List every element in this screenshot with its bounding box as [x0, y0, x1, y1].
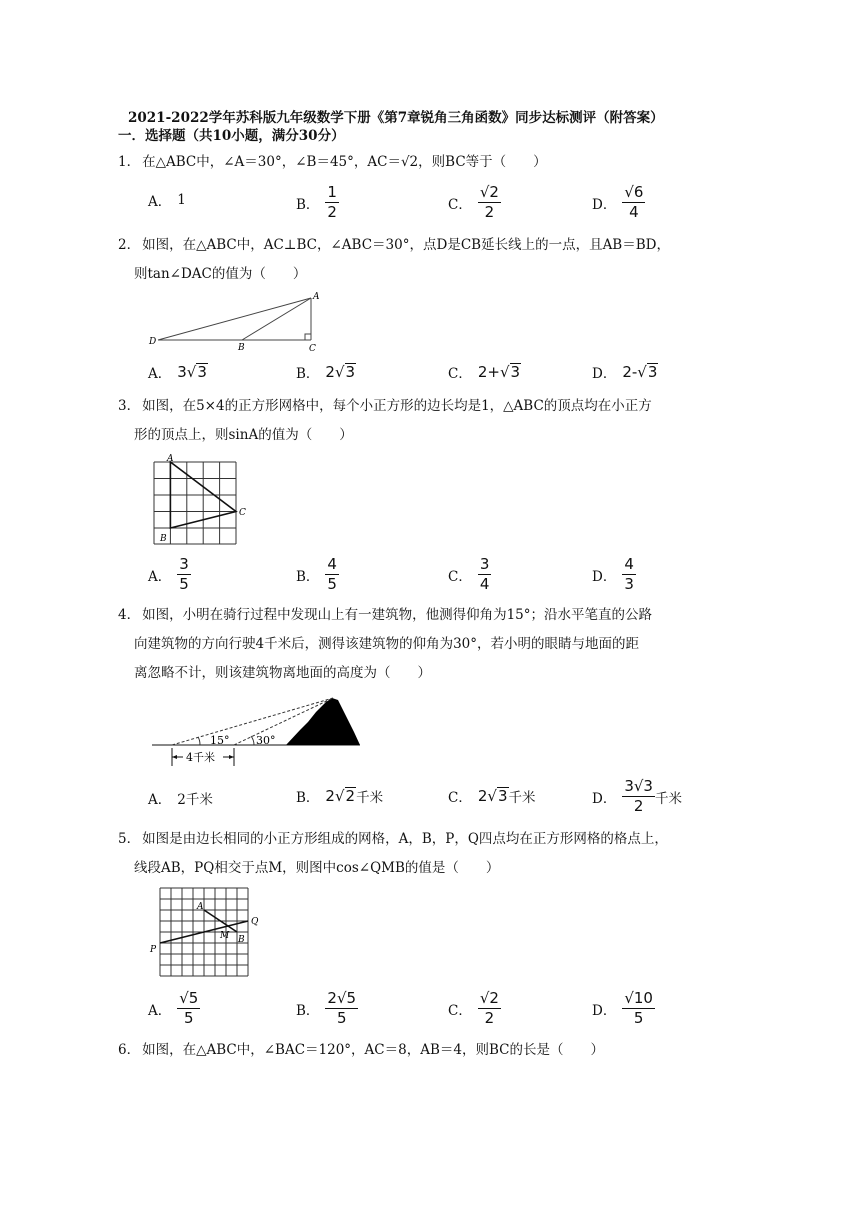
fraction: $\frac{√2}{2}$	[479, 183, 499, 221]
question-3: 3． 如图，在5×4的正方形网格中，每个小正方形的边长均是1，△ABC的顶点均在小正方 形的顶点上，则sinA的值为（ ）	[118, 398, 652, 443]
option-a[interactable]: A． 3 √ 3	[148, 363, 207, 382]
option-d[interactable]: D． 2- √ 3	[592, 363, 658, 382]
option-d[interactable]: D． $\frac{√6}{4}$	[592, 183, 644, 221]
page-title: 2021-2022学年苏科版九年级数学下册《第7章锐角三角函数》同步达标测评（附答案）	[128, 110, 664, 126]
option-a[interactable]: A． $\frac{√5}{5}$	[148, 989, 199, 1027]
label-b: B	[238, 935, 245, 945]
label-p: P	[150, 945, 157, 955]
label-b: B	[160, 534, 167, 544]
angle-15-label: 15°	[210, 734, 230, 747]
figure-q4-mountain	[150, 690, 365, 768]
figure-q2-triangle	[148, 290, 328, 352]
option-d[interactable]: D． $\frac{3√3}{2}$ 千米	[592, 777, 682, 815]
label-a: A	[313, 292, 320, 302]
mountain-shape	[286, 698, 360, 745]
fraction: $\frac{√6}{4}$	[624, 183, 644, 221]
question-4: 4． 如图，小明在骑行过程中发现山上有一建筑物，他测得仰角为15°；沿水平笔直的公路 向建筑物的方向行驶4千米后，测得该建筑物的仰角为30°，若小明的眼睛与地面的距 离忽略不计，则该建筑物离地面的高度为（ ）	[118, 607, 653, 681]
label-a: A	[197, 902, 204, 912]
option-a[interactable]: A． 1	[148, 192, 186, 210]
option-b[interactable]: B． $\frac{1}{2}$	[296, 183, 337, 221]
option-c[interactable]: C． 2+ √ 3	[448, 363, 521, 382]
line-da	[158, 298, 311, 340]
arc-30	[251, 736, 254, 745]
label-b: B	[238, 343, 245, 352]
label-c: C	[309, 344, 316, 352]
label-c: C	[239, 508, 246, 518]
option-b[interactable]: B． $\frac{2√5}{5}$	[296, 989, 357, 1027]
question-6: 6． 如图，在△ABC中，∠BAC＝120°，AC＝8，AB＝4，则BC的长是（ ）	[118, 1042, 604, 1058]
option-a[interactable]: A． 2千米	[148, 792, 213, 808]
question-5: 5． 如图是由边长相同的小正方形组成的网格，A，B，P，Q四点均在正方形网格的格点上， 线段AB，PQ相交于点M，则图中cos∠QMB的值是（ ）	[118, 831, 668, 876]
angle-30-label: 30°	[256, 734, 276, 747]
figure-q5-grid	[148, 884, 273, 982]
fraction: $\frac{1}{2}$	[327, 183, 337, 221]
option-b[interactable]: B． 2 √ 2 千米	[296, 787, 384, 806]
distance-label: 4千米	[186, 751, 215, 764]
option-c[interactable]: C． 2 √ 3 千米	[448, 787, 536, 806]
option-c[interactable]: C． $\frac{√2}{2}$	[448, 989, 499, 1027]
question-1	[118, 148, 547, 177]
arc-15	[198, 737, 200, 745]
line-ba	[242, 298, 311, 340]
label-d: D	[149, 337, 157, 347]
option-c[interactable]: C． $\frac{3}{4}$	[448, 555, 490, 593]
label-q: Q	[251, 917, 259, 927]
section-heading: 一．选择题（共10小题，满分30分）	[118, 128, 345, 144]
option-a[interactable]: A． $\frac{3}{5}$	[148, 555, 189, 593]
right-angle-mark	[305, 334, 311, 340]
question-2: 2． 如图，在△ABC中，AC⊥BC，∠ABC＝30°，点D是CB延长线上的一点，且AB＝BD， 则tan∠DAC的值为（ ）	[118, 237, 670, 282]
option-d[interactable]: D． $\frac{√10}{5}$	[592, 989, 653, 1027]
option-c[interactable]: C． $\frac{√2}{2}$	[448, 183, 499, 221]
label-m: M	[220, 931, 230, 941]
figure-q3-grid	[148, 452, 258, 548]
question-number: 1．	[118, 154, 141, 170]
option-b[interactable]: B． $\frac{4}{5}$	[296, 555, 337, 593]
label-a: A	[167, 454, 174, 464]
option-b[interactable]: B． 2 √ 3	[296, 363, 356, 382]
question-text: 在△ABC中，∠A＝30°，∠B＝45°，AC＝√2，则BC等于（ ）	[142, 154, 547, 170]
option-d[interactable]: D． $\frac{4}{3}$	[592, 555, 634, 593]
